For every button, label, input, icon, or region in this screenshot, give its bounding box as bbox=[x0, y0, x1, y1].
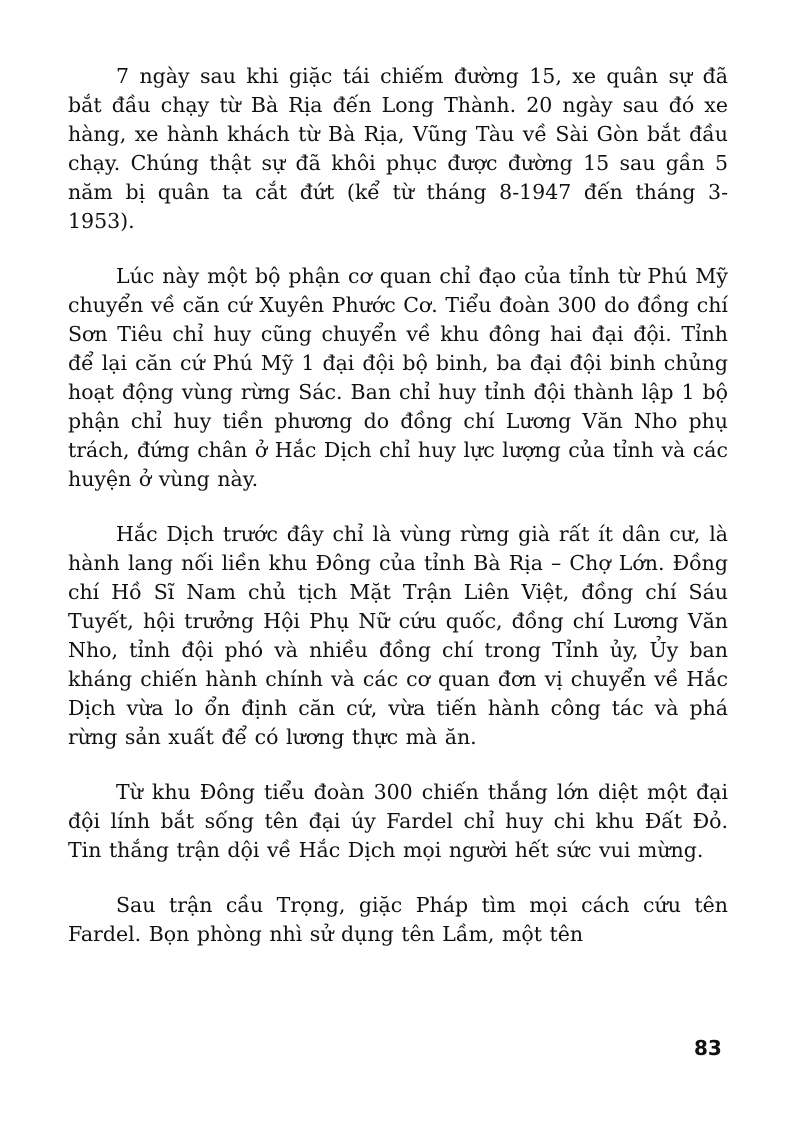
paragraph-4: Từ khu Đông tiểu đoàn 300 chiến thắng lớn diệt một đại đội lính bắt sống tên đại úy Fardel chỉ huy chi khu Đất Đỏ. Tin thắng trận dội về Hắc Dịch mọi người hết sức vui mừng. bbox=[68, 780, 728, 862]
paragraph-3: Hắc Dịch trước đây chỉ là vùng rừng già rất ít dân cư, là hành lang nối liền khu Đông của tỉnh Bà Rịa – Chợ Lớn. Đồng chí Hồ Sĩ Nam chủ tịch Mặt Trận Liên Việt, đồng chí Sáu Tuyết, hội trưởng Hội Phụ Nữ cứu quốc, đồng chí Lương Văn Nho, tỉnh đội phó và nhiều đồng chí trong Tỉnh ủy, Ủy ban kháng chiến hành chính và các cơ quan đơn vị chuyển về Hắc Dịch vừa lo ổn định căn cứ, vừa tiến hành công tác và phá rừng sản xuất để có lương thực mà ăn. bbox=[68, 522, 728, 749]
book-page bbox=[68, 62, 728, 975]
paragraph-5: Sau trận cầu Trọng, giặc Pháp tìm mọi cách cứu tên Fardel. Bọn phòng nhì sử dụng tên Lầm, một tên bbox=[68, 893, 728, 946]
paragraph-1: 7 ngày sau khi giặc tái chiếm đường 15, xe quân sự đã bắt đầu chạy từ Bà Rịa đến Long Thành. 20 ngày sau đó xe hàng, xe hành khách từ Bà Rịa, Vũng Tàu về Sài Gòn bắt đầu chạy. Chúng thật sự đã khôi phục được đường 15 sau gần 5 năm bị quân ta cắt đứt (kể từ tháng 8-1947 đến tháng 3-1953). bbox=[68, 64, 728, 233]
paragraph-2: Lúc này một bộ phận cơ quan chỉ đạo của tỉnh từ Phú Mỹ chuyển về căn cứ Xuyên Phước Cơ. Tiểu đoàn 300 do đồng chí Sơn Tiêu chỉ huy cũng chuyển về khu đông hai đại đội. Tỉnh để lại căn cứ Phú Mỹ 1 đại đội bộ binh, ba đại đội binh chủng hoạt động vùng rừng Sác. Ban chỉ huy tỉnh đội thành lập 1 bộ phận chỉ huy tiền phương do đồng chí Lương Văn Nho phụ trách, đứng chân ở Hắc Dịch chỉ huy lực lượng của tỉnh và các huyện ở vùng này. bbox=[68, 264, 728, 491]
page-number: 83 bbox=[694, 1036, 722, 1060]
